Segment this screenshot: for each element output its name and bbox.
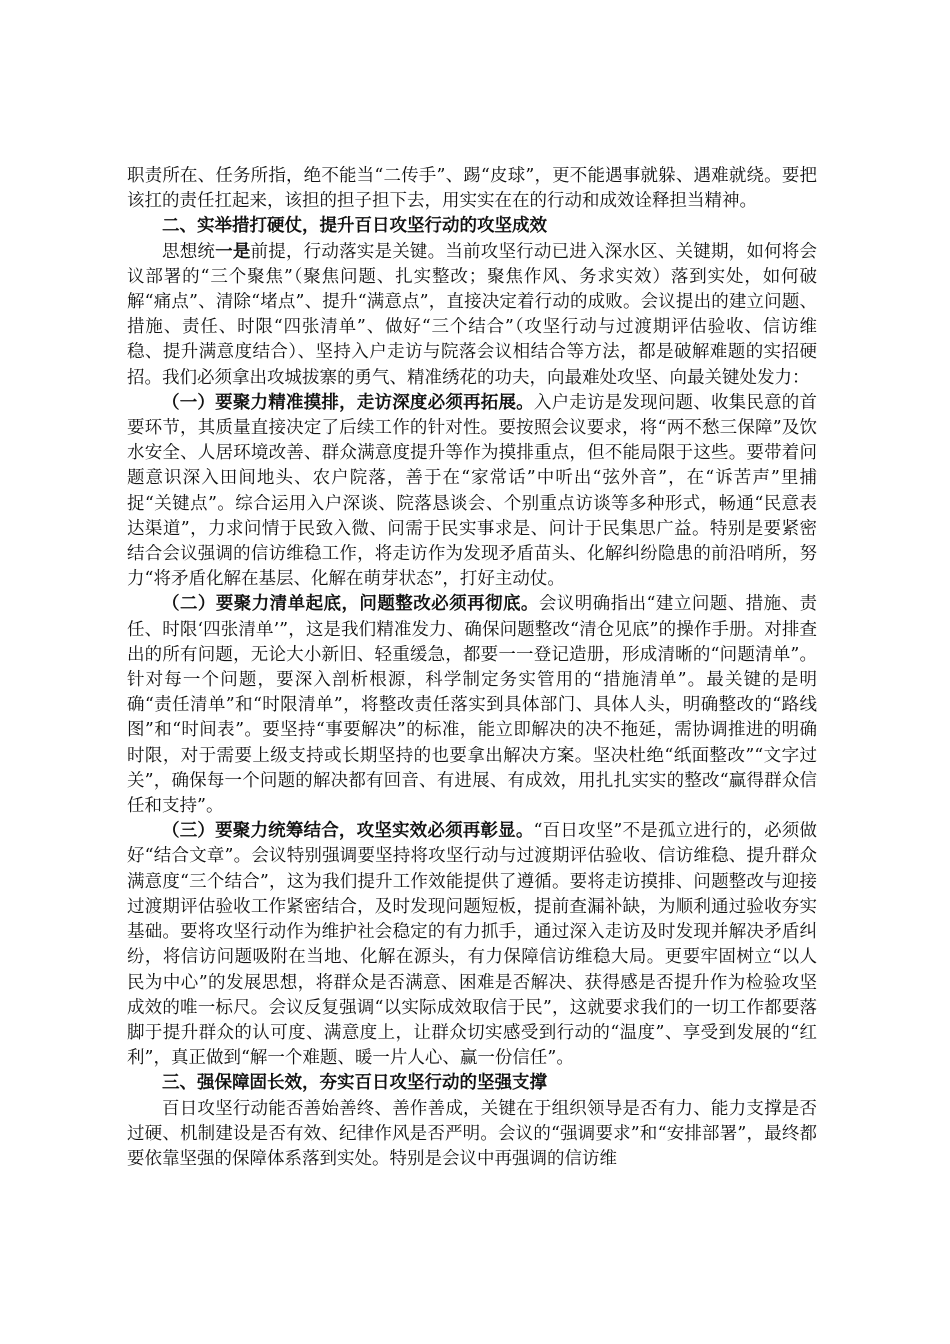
subsection-3-body: “百日攻坚”不是孤立进行的，必须做好“结合文章”。会议特别强调要坚持将攻坚行动与过渡期评估验收、信访维稳、提升群众满意度“三个结合”，这为我们提升工作效能提供了遵循。要将走访摸排、问题整改与迎接过渡期评估验收工作紧密结合，及时发现问题短板，提前查漏补缺，为顺利通过验收夯实基础。要将攻坚行动作为维护社会稳定的有力抓手，通过深入走访及时发现并解决矛盾纠纷，将信访问题吸附在当地、化解在源头，有力保障信访维稳大局。更要牢固树立“以人民为中心”的发展思想，将群众是否满意、困难是否解决、获得感是否提升作为检验攻坚成效的唯一标尺。会议反复强调“以实际成效取信于民”，这就要求我们的一切工作都要落脚于提升群众的认可度、满意度上，让群众切实感受到行动的“温度”、享受到发展的“红利”，真正做到“解一个难题、暖一片人心、赢一份信任”。 bbox=[127, 821, 817, 1069]
subsection-1 bbox=[127, 391, 817, 593]
document-body bbox=[127, 164, 817, 1172]
subsection-2-body: 会议明确指出“建立问题、措施、责任、时限‘四张清单’”，这是我们精准发力、确保问题整改“清仓见底”的操作手册。对排查出的所有问题，无论大小新旧、轻重缓急，都要一一登记造册，形成清晰的“问题清单”。针对每一个问题，要深入剖析根源，科学制定务实管用的“措施清单”。最关键的是明确“责任清单”和“时限清单”，将整改责任落实到具体部门、具体人头，明确整改的“路线图”和“时间表”。要坚持“事要解决”的标准，能立即解决的决不拖延，需协调推进的明确时限，对于需要上级支持或长期坚持的也要拿出解决方案。坚决杜绝“纸面整改”“文字过关”，确保每一个问题的解决都有回音、有进展、有成效，用扎扎实实的整改“赢得群众信任和支持”。 bbox=[127, 594, 817, 817]
subsection-3 bbox=[127, 819, 817, 1071]
intro-text-start: 思想统 bbox=[162, 241, 216, 262]
paragraph-last: 百日攻坚行动能否善始善终、善作善成，关键在于组织领导是否有力、能力支撑是否过硬、机制建设是否有效、纪律作风是否严明。会议的“强调要求”和“安排部署”，最终都要依靠坚强的保障体系落到实处。特别是会议中再强调的信访维 bbox=[127, 1098, 817, 1169]
subsection-1-lead: （一）要聚力精准摸排，走访深度必须再拓展。 bbox=[162, 392, 534, 413]
subsection-3-lead: （三）要聚力统筹结合，攻坚实效必须再彰显。 bbox=[162, 821, 534, 842]
subsection-1-body: 入户走访是发现问题、收集民意的首要环节，其质量直接决定了后续工作的针对性。要按照会议要求，将“两不愁三保障”及饮水安全、人居环境改善、群众满意度提升等作为摸排重点，但不能局限于这些。要带着问题意识深入田间地头、农户院落，善于在“家常话”中听出“弦外音”，在“诉苦声”里捕捉“关键点”。综合运用入户深谈、院落恳谈会、个别重点访谈等多种形式，畅通“民意表达渠道”，力求问情于民致入微、问需于民实事求是、问计于民集思广益。特别是要紧密结合会议强调的信访维稳工作，将走访作为发现矛盾苗头、化解纠纷隐患的前沿哨所，努力“将矛盾化解在基层、化解在萌芽状态”，打好主动仗。 bbox=[127, 392, 817, 590]
paragraph-intro bbox=[127, 240, 817, 391]
intro-text-bold: 一是 bbox=[215, 241, 251, 262]
section-heading-2: 二、实举措打硬仗，提升百日攻坚行动的攻坚成效 bbox=[162, 216, 547, 237]
subsection-2-lead: （二）要聚力清单起底，问题整改必须再彻底。 bbox=[162, 594, 539, 615]
section-heading-3: 三、强保障固长效，夯实百日攻坚行动的坚强支撑 bbox=[162, 1073, 547, 1094]
paragraph-continued: 职责所在、任务所指，绝不能当“二传手”、踢“皮球”，更不能遇事就躲、遇难就绕。要把该扛的责任扛起来，该担的担子担下去，用实实在在的行动和成效诠释担当精神。 bbox=[127, 166, 817, 212]
subsection-2 bbox=[127, 592, 817, 819]
intro-text-rest: 前提，行动落实是关键。当前攻坚行动已进入深水区、关键期，如何将会议部署的“三个聚焦”（聚焦问题、扎实整改；聚焦作风、务求实效）落到实处，如何破解“痛点”、清除“堵点”、提升“满意点”，直接决定着行动的成败。会议提出的建立问题、措施、责任、时限“四张清单”、做好“三个结合”（攻坚行动与过渡期评估验收、信访维稳、提升满意度结合）、坚持入户走访与院落会议相结合等方法，都是破解难题的实招硬招。我们必须拿出攻城拔寨的勇气、精准绣花的功夫，向最难处攻坚、向最关键处发力： bbox=[127, 241, 818, 388]
